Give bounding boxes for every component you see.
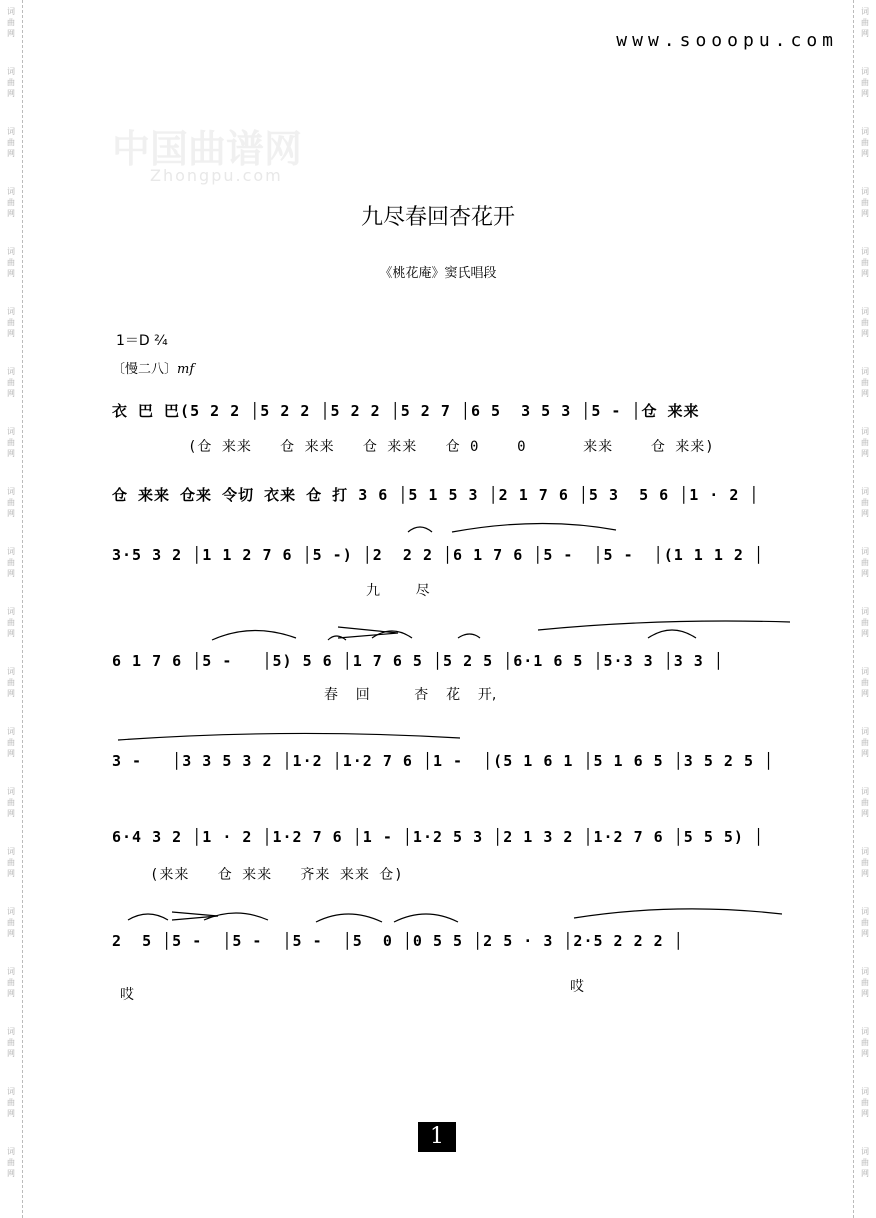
key-signature: 1＝D ²⁄₄ [116, 333, 168, 349]
watermark-text: 词曲网 [861, 967, 869, 998]
percussion-line-6: (来来 仓 来来 齐来 来来 仓) [150, 867, 404, 883]
watermark-text: 词曲网 [861, 1027, 869, 1058]
song-subtitle: 《桃花庵》窦氏唱段 [379, 266, 497, 281]
lyric-line-3: 九 尽 [366, 583, 430, 599]
watermark-text: 词曲网 [861, 547, 869, 578]
watermark-text: 词曲网 [861, 307, 869, 338]
watermark-text: 词曲网 [861, 487, 869, 518]
watermark-text: 词曲网 [7, 1087, 15, 1118]
watermark-text: 词曲网 [7, 787, 15, 818]
watermark-text: 词曲网 [7, 607, 15, 638]
watermark-text: 词曲网 [7, 847, 15, 878]
score-line-2: 仓 来来 仓来 令切 衣来 仓 打 3 6 │5 1 5 3 │2 1 7 6 │5 3 5 6 │1 · 2 │ [112, 486, 760, 504]
site-url: www.sooopu.com [616, 30, 838, 51]
watermark-text: 词曲网 [861, 667, 869, 698]
watermark-text: 词曲网 [7, 967, 15, 998]
logo-watermark: 中国曲谱网 [112, 127, 303, 171]
watermark-text: 词曲网 [861, 907, 869, 938]
score-line-5: 3 - │3 3 5 3 2 │1·2 │1·2 7 6 │1 - │(5 1 6 1 │5 1 6 5 │3 5 2 5 │ [112, 752, 775, 770]
watermark-text: 词曲网 [7, 907, 15, 938]
watermark-text: 词曲网 [7, 727, 15, 758]
watermark-text: 词曲网 [7, 247, 15, 278]
watermark-text: 词曲网 [7, 127, 15, 158]
score-line-4: 6 1 7 6 │5 - │5) 5 6 │1 7 6 5 │5 2 5 │6·1 6 5 │5·3 3 │3 3 │ [112, 652, 724, 670]
watermark-text: 词曲网 [861, 67, 869, 98]
dynamic-marking: mf [177, 362, 195, 377]
watermark-text: 词曲网 [7, 547, 15, 578]
score-line-7: 2 5 │5 - │5 - │5 - │5 0 │0 5 5 │2 5 · 3 │2·5 2 2 2 │ [112, 932, 684, 950]
tempo-label: 〔慢二八〕 [112, 362, 178, 377]
watermark-text: 词曲网 [7, 7, 15, 38]
watermark-text: 词曲网 [861, 787, 869, 818]
watermark-text: 词曲网 [861, 7, 869, 38]
watermark-text: 词曲网 [861, 847, 869, 878]
watermark-text: 词曲网 [861, 427, 869, 458]
watermark-text: 词曲网 [861, 727, 869, 758]
page-number: 1 [418, 1122, 456, 1152]
lyric-line-4: 春 回 杏 花 开, [324, 687, 497, 703]
watermark-text: 词曲网 [861, 187, 869, 218]
watermark-text: 词曲网 [861, 1087, 869, 1118]
watermark-text: 词曲网 [7, 307, 15, 338]
percussion-line-1: (仓 来来 仓 来来 仓 来来 仓 0 0 来来 仓 来来) [188, 439, 715, 455]
watermark-text: 词曲网 [861, 1147, 869, 1178]
watermark-text: 词曲网 [861, 127, 869, 158]
score-line-6: 6·4 3 2 │1 · 2 │1·2 7 6 │1 - │1·2 5 3 │2 1 3 2 │1·2 7 6 │5 5 5) │ [112, 828, 764, 846]
watermark-text: 词曲网 [861, 247, 869, 278]
watermark-text: 词曲网 [861, 607, 869, 638]
watermark-text: 词曲网 [7, 667, 15, 698]
lyric-line-7a: 哎 [120, 987, 134, 1003]
watermark-text: 词曲网 [7, 1027, 15, 1058]
score-line-1: 衣 巴 巴(5 2 2 │5 2 2 │5 2 2 │5 2 7 │6 5 3 5 3 │5 - │仓 来来 [112, 402, 700, 420]
watermark-text: 词曲网 [7, 1147, 15, 1178]
watermark-text: 词曲网 [7, 67, 15, 98]
watermark-text: 词曲网 [7, 367, 15, 398]
song-title: 九尽春回杏花开 [360, 205, 515, 230]
watermark-text: 词曲网 [7, 187, 15, 218]
watermark-text: 词曲网 [861, 367, 869, 398]
watermark-text: 词曲网 [7, 427, 15, 458]
watermark-text: 词曲网 [7, 487, 15, 518]
score-line-3: 3·5 3 2 │1 1 2 7 6 │5 -) │2 2 2 │6 1 7 6 │5 - │5 - │(1 1 1 2 │ [112, 546, 764, 564]
logo-watermark-url: Zhongpu.com [150, 166, 283, 185]
lyric-line-7b: 哎 [570, 979, 584, 995]
